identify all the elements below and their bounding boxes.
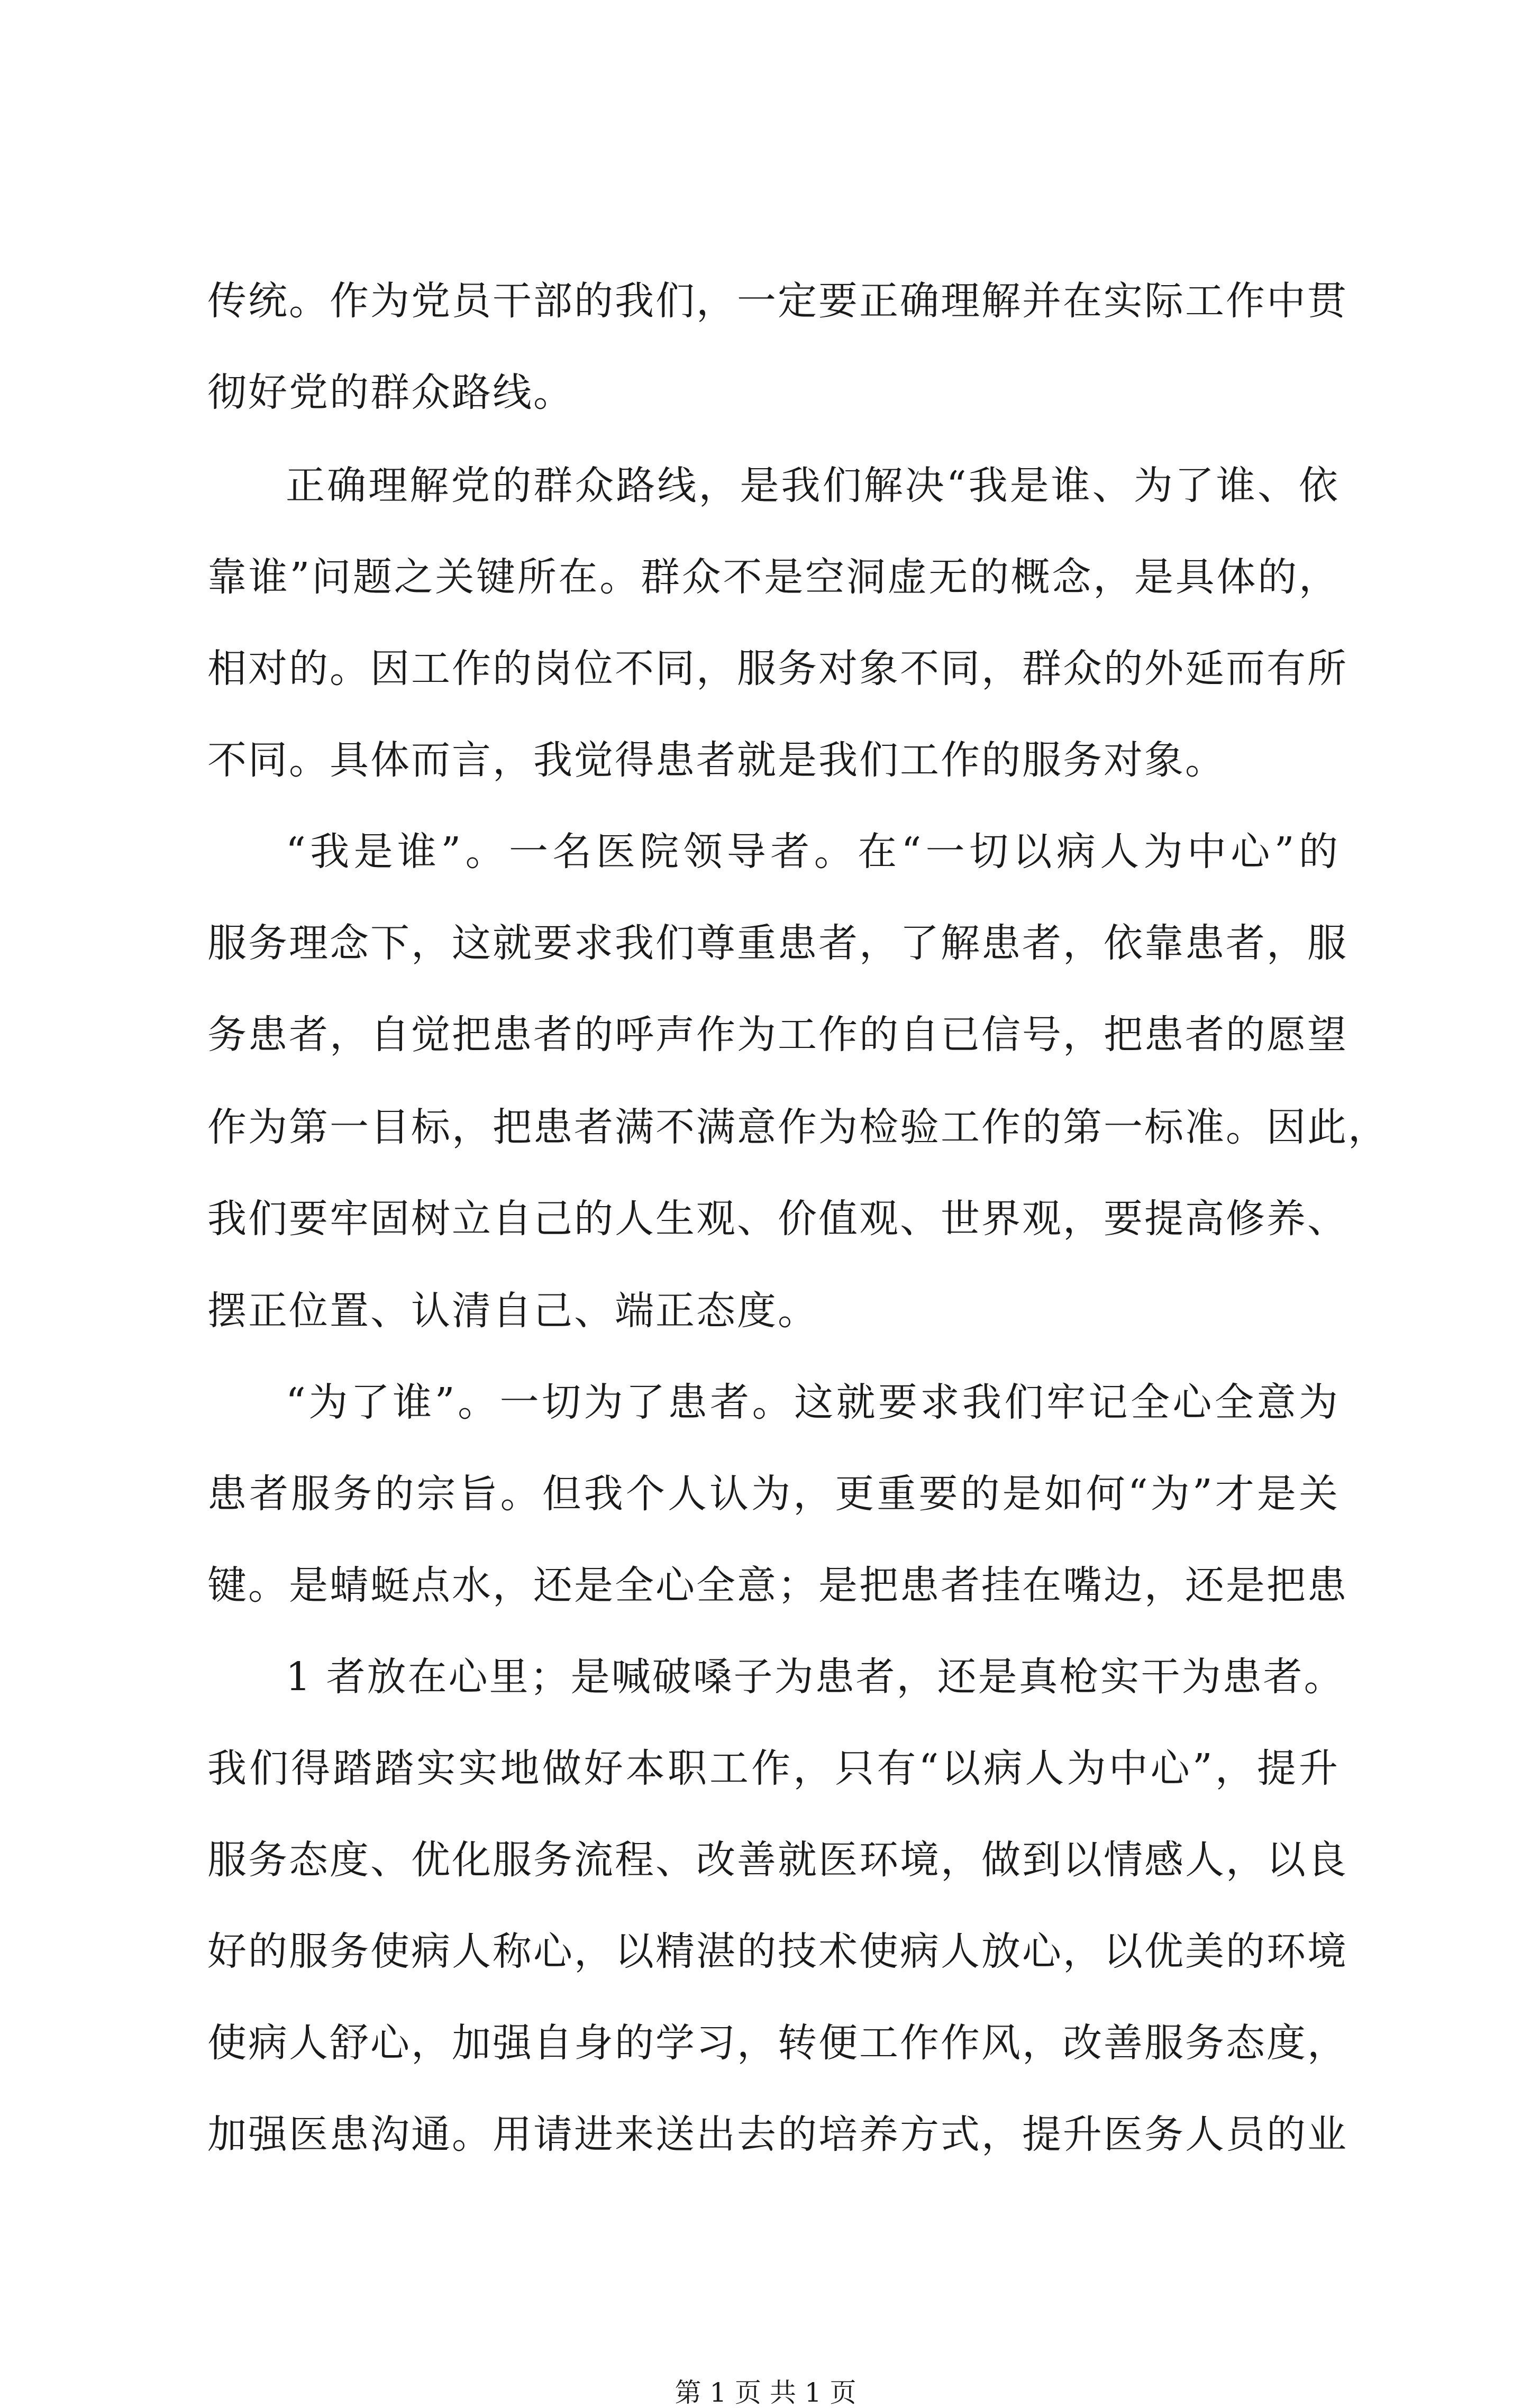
text-line: “我是谁”。一名医院领导者。在“一切以病人为中心”的 — [286, 829, 1339, 874]
text-line: 彻好党的群众路线。 — [207, 370, 574, 415]
text-line: 加强医患沟通。用请进来送出去的培养方式，提升医务人员的业 — [207, 2112, 1348, 2157]
text-line: 传统。作为党员干部的我们，一定要正确理解并在实际工作中贯 — [207, 278, 1348, 324]
text-line: 相对的。因工作的岗位不同，服务对象不同，群众的外延而有所 — [207, 646, 1348, 691]
text-line: 摆正位置、认清自己、端正态度。 — [207, 1288, 818, 1334]
text-line: 1 者放在心里；是喊破嗓子为患者，还是真枪实干为患者。 — [286, 1654, 1345, 1700]
text-line: 患者服务的宗旨。但我个人认为，更重要的是如何“为”才是关 — [207, 1471, 1339, 1517]
text-line: 服务态度、优化服务流程、改善就医环境，做到以情感人，以良 — [207, 1837, 1348, 1883]
text-line: 我们得踏踏实实地做好本职工作，只有“以病人为中心”，提升 — [207, 1746, 1339, 1791]
text-line: 务患者，自觉把患者的呼声作为工作的自已信号，把患者的愿望 — [207, 1012, 1348, 1057]
text-line: 服务理念下，这就要求我们尊重患者，了解患者，依靠患者，服 — [207, 920, 1348, 966]
text-line: 作为第一目标，把患者满不满意作为检验工作的第一标准。因此， — [207, 1105, 1389, 1150]
text-line: 使病人舒心，加强自身的学习，转便工作作风，改善服务态度， — [207, 2020, 1348, 2066]
text-line: 我们要牢固树立自己的人生观、价值观、世界观，要提高修养、 — [207, 1196, 1348, 1242]
text-line: 正确理解党的群众路线，是我们解决“我是谁、为了谁、依 — [286, 463, 1339, 508]
text-line: 好的服务使病人称心，以精湛的技术使病人放心，以优美的环境 — [207, 1929, 1348, 1974]
text-line: 键。是蜻蜓点水，还是全心全意；是把患者挂在嘴边，还是把患 — [207, 1563, 1348, 1608]
text-line: “为了谁”。一切为了患者。这就要求我们牢记全心全意为 — [286, 1380, 1339, 1425]
text-line: 不同。具体而言，我觉得患者就是我们工作的服务对象。 — [207, 737, 1226, 783]
text-line: 靠谁”问题之关键所在。群众不是空洞虚无的概念，是具体的， — [207, 554, 1339, 600]
page-footer: 第 1 页 共 1 页 — [675, 2377, 856, 2408]
